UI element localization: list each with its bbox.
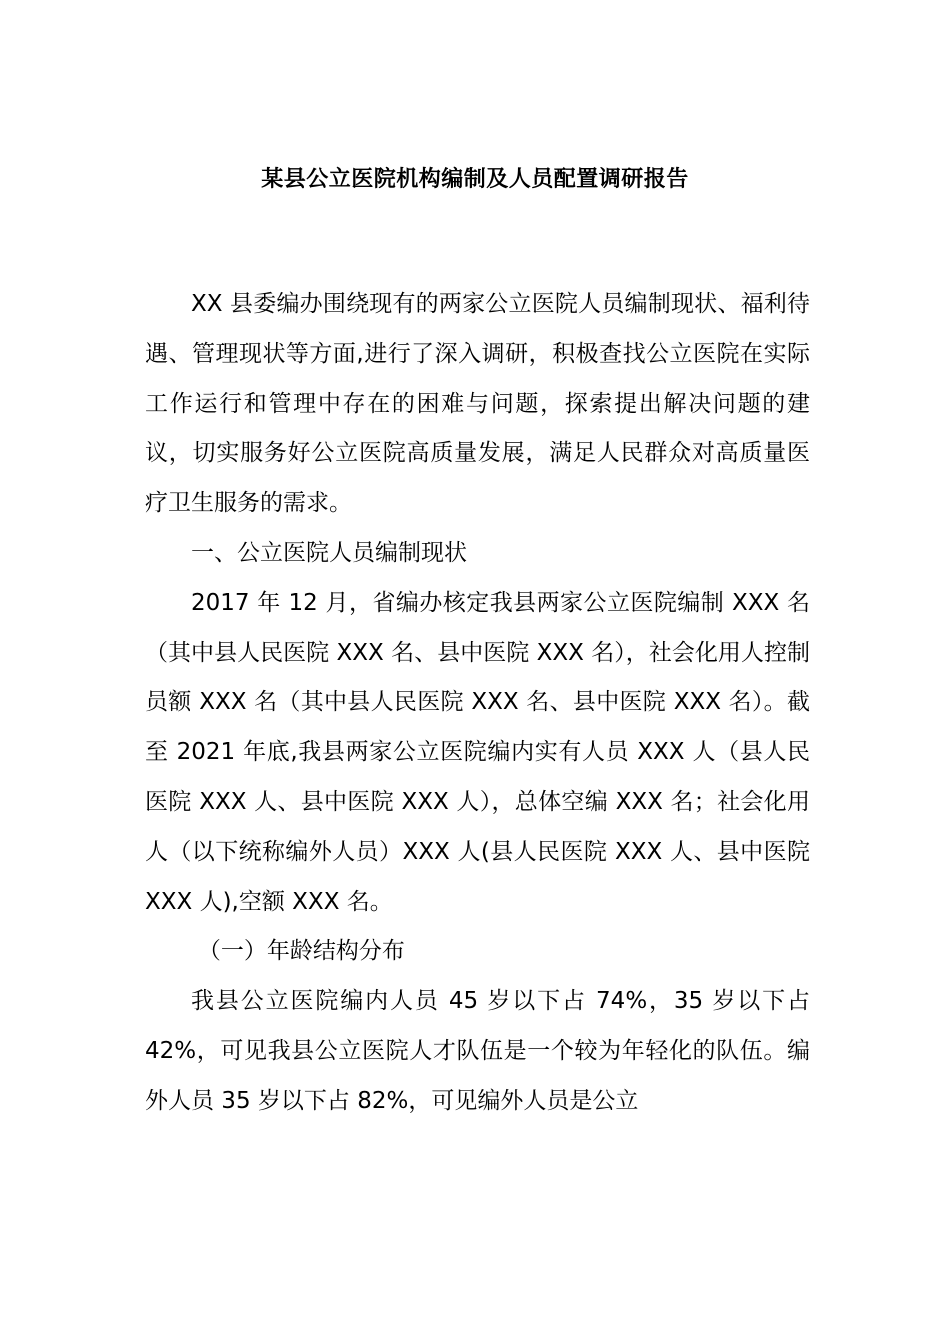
section-heading-1: 一、公立医院人员编制现状 xyxy=(191,539,467,566)
intro-paragraph: XX 县委编办围绕现有的两家公立医院人员编制现状、福利待遇、管理现状等方面,进行了深入调研，积极查找公立医院在实际工作运行和管理中存在的困难与问题，探索提出解决问题的建议，切实服务好公立医院高质量发展，满足人民群众对高质量医疗卫生服务的需求。 xyxy=(145,291,810,517)
subsection-heading-age: （一）年龄结构分布 xyxy=(197,938,405,965)
document-body xyxy=(145,280,810,1127)
staffing-paragraph: 2017 年 12 月，省编办核定我县两家公立医院编制 XXX 名（其中县人民医院 XXX 名、县中医院 XXX 名），社会化用人控制员额 XXX 名（其中县人民医院 XXX 名、县中医院 XXX 名）。截至 2021 年底,我县两家公立医院编内实有人员 XXX 人（县人民医院 XXX 人、县中医院 XXX 人），总体空编 XXX 名；社会化用人（以下统称编外人员）XXX 人(县人民医院 XXX 人、县中医院 XXX 人),空额 XXX 名。 xyxy=(145,589,810,915)
document-title: 某县公立医院机构编制及人员配置调研报告 xyxy=(261,167,689,192)
age-paragraph: 我县公立医院编内人员 45 岁以下占 74%，35 岁以下占 42%，可见我县公立医院人才队伍是一个较为年轻化的队伍。编外人员 35 岁以下占 82%，可见编外人员是公立 xyxy=(145,988,810,1114)
